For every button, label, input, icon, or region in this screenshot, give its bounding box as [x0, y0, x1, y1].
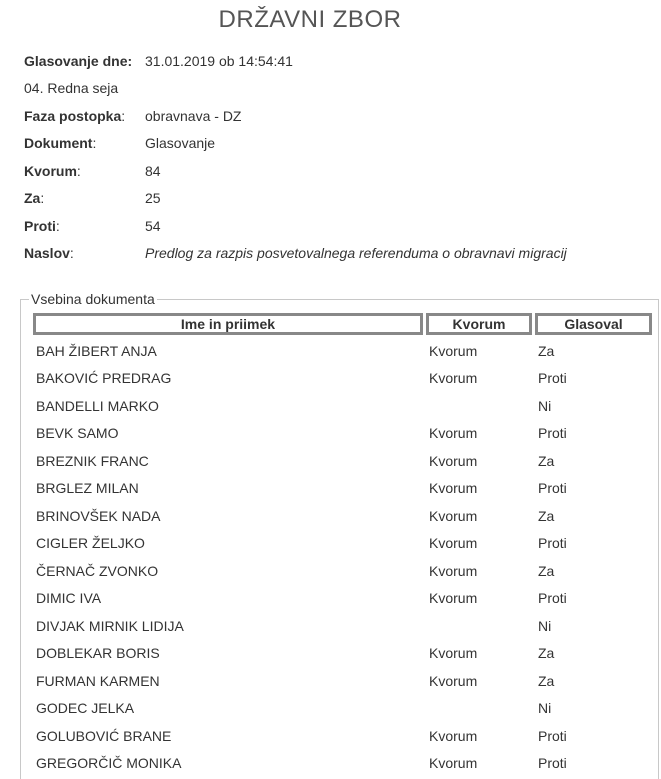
- table-row: [33, 695, 652, 723]
- meta-label: Kvorum:: [24, 162, 81, 179]
- member-name-cell: BRINOVŠEK NADA: [36, 507, 161, 524]
- member-name-cell: BAH ŽIBERT ANJA: [36, 342, 157, 359]
- quorum-cell: Kvorum: [429, 480, 478, 497]
- vote-cell: Proti: [538, 727, 567, 744]
- meta-value: 54: [145, 217, 161, 234]
- table-row: [33, 530, 652, 558]
- vote-metadata: [24, 47, 654, 267]
- member-name-cell: DIVJAK MIRNIK LIDIJA: [36, 617, 184, 634]
- quorum-cell: Kvorum: [429, 727, 478, 744]
- meta-value: 84: [145, 162, 161, 179]
- table-row: [33, 502, 652, 530]
- vote-cell: Za: [538, 452, 555, 469]
- member-name-cell: BAKOVIĆ PREDRAG: [36, 370, 172, 387]
- quorum-cell: Kvorum: [429, 370, 478, 387]
- quorum-cell: Kvorum: [429, 452, 478, 469]
- table-row: [33, 557, 652, 585]
- quorum-cell: Kvorum: [429, 535, 478, 552]
- meta-label: Proti:: [24, 217, 60, 234]
- page-title: DRŽAVNI ZBOR: [218, 6, 402, 33]
- column-header-vote: Glasoval: [535, 313, 652, 335]
- member-name-cell: ČERNAČ ZVONKO: [36, 562, 159, 579]
- vote-cell: Proti: [538, 535, 567, 552]
- vote-cell: Proti: [538, 370, 567, 387]
- vote-cell: Za: [538, 507, 555, 524]
- vote-cell: Za: [538, 672, 555, 689]
- quorum-cell: Kvorum: [429, 672, 478, 689]
- meta-value: 31.01.2019 ob 14:54:41: [145, 52, 293, 69]
- meta-row: [24, 212, 654, 240]
- quorum-cell: Kvorum: [429, 425, 478, 442]
- vote-cell: Proti: [538, 425, 567, 442]
- vote-cell: Za: [538, 562, 555, 579]
- section-legend: Vsebina dokumenta: [31, 291, 155, 307]
- meta-row: [24, 75, 654, 103]
- vote-cell: Ni: [538, 700, 552, 717]
- table-row: [33, 667, 652, 695]
- table-row: [33, 420, 652, 448]
- document-content-section: [20, 291, 659, 779]
- meta-row: [24, 102, 654, 130]
- quorum-cell: [426, 695, 532, 723]
- table-row: [33, 640, 652, 668]
- vote-table: [30, 313, 655, 777]
- member-name-cell: BANDELLI MARKO: [36, 397, 159, 414]
- vote-cell: Proti: [538, 590, 567, 607]
- member-name-cell: BRGLEZ MILAN: [36, 480, 139, 497]
- quorum-cell: Kvorum: [429, 507, 478, 524]
- quorum-cell: Kvorum: [429, 755, 478, 772]
- meta-value: obravnava - DZ: [145, 107, 242, 124]
- table-row: [33, 585, 652, 613]
- meta-label: Faza postopka:: [24, 107, 126, 124]
- vote-cell: Ni: [538, 397, 552, 414]
- meta-row: [24, 47, 654, 75]
- meta-label: 04. Redna seja: [24, 80, 119, 97]
- table-row: [33, 722, 652, 750]
- table-row: [33, 750, 652, 778]
- quorum-cell: [426, 612, 532, 640]
- meta-value: Predlog za razpis posvetovalnega referenduma o obravnavi migracij: [145, 245, 567, 262]
- member-name-cell: DIMIC IVA: [36, 590, 102, 607]
- quorum-cell: Kvorum: [429, 562, 478, 579]
- meta-row: [24, 130, 654, 158]
- vote-cell: Za: [538, 342, 555, 359]
- member-name-cell: GOLUBOVIĆ BRANE: [36, 727, 172, 744]
- meta-label: Za:: [24, 190, 45, 207]
- vote-cell: Ni: [538, 617, 552, 634]
- quorum-cell: [426, 392, 532, 420]
- quorum-cell: Kvorum: [429, 590, 478, 607]
- vote-cell: Za: [538, 645, 555, 662]
- meta-label: Glasovanje dne:: [24, 52, 133, 69]
- member-name-cell: BEVK SAMO: [36, 425, 119, 442]
- meta-value: 25: [145, 190, 161, 207]
- member-name-cell: GODEC JELKA: [36, 700, 135, 717]
- member-name-cell: DOBLEKAR BORIS: [36, 645, 160, 662]
- vote-cell: Proti: [538, 755, 567, 772]
- table-row: [33, 392, 652, 420]
- member-name-cell: GREGORČIČ MONIKA: [36, 755, 182, 772]
- quorum-cell: Kvorum: [429, 342, 478, 359]
- meta-row: [24, 157, 654, 185]
- table-row: [33, 447, 652, 475]
- table-row: [33, 612, 652, 640]
- table-row: [33, 475, 652, 503]
- meta-label: Naslov:: [24, 245, 74, 262]
- member-name-cell: CIGLER ŽELJKO: [36, 535, 145, 552]
- meta-value: Glasovanje: [145, 135, 216, 152]
- meta-row: [24, 240, 654, 268]
- table-header-row: [33, 313, 652, 335]
- member-name-cell: FURMAN KARMEN: [36, 672, 160, 689]
- table-row: [33, 335, 652, 365]
- member-name-cell: BREZNIK FRANC: [36, 452, 149, 469]
- table-row: [33, 365, 652, 393]
- column-header-quorum: Kvorum: [426, 313, 532, 335]
- vote-cell: Proti: [538, 480, 567, 497]
- column-header-name: Ime in priimek: [33, 313, 423, 335]
- quorum-cell: Kvorum: [429, 645, 478, 662]
- meta-label: Dokument:: [24, 135, 97, 152]
- meta-row: [24, 185, 654, 213]
